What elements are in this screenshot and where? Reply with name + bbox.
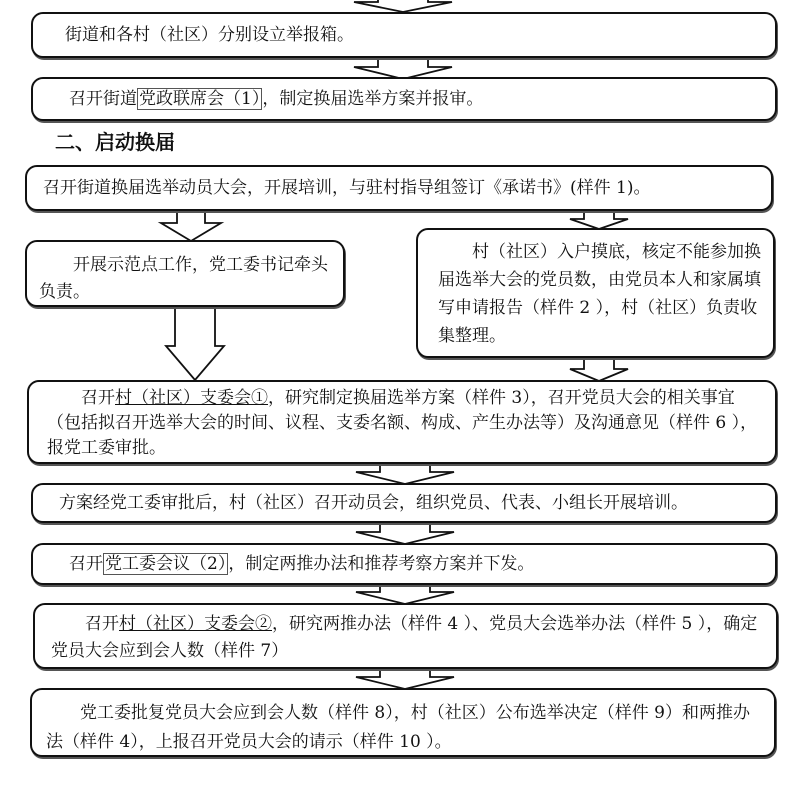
step-mobilization <box>25 165 773 211</box>
text-segment: 召开 <box>69 553 103 574</box>
underlined-term: 村（社区）支委会① <box>115 388 268 408</box>
text-segment: 召开 <box>85 614 119 634</box>
step-approval-training <box>31 483 777 523</box>
section-heading: 二、启动换届 <box>55 130 175 154</box>
step-approval-announcement <box>30 688 776 757</box>
down-arrow-icon <box>356 522 454 544</box>
down-arrow-icon <box>166 306 224 380</box>
step-text: 开展示范点工作，党工委书记牵头负责。 <box>39 255 328 302</box>
step-text: 村（社区）入户摸底，核定不能参加换届选举大会的党员数，由党员本人和家属填写申请报告（样件 2 ），村（社区）负责收集整理。 <box>438 242 761 346</box>
step-joint-meeting <box>31 77 777 121</box>
down-arrow-icon <box>570 210 628 229</box>
step-household-survey <box>416 228 775 358</box>
text-segment: ，制定换届选举方案并报审。 <box>262 88 484 109</box>
step-branch-meeting-2 <box>33 603 778 669</box>
text-segment: ，研究两推办法（样件 4 ）、党员大会选举办法（样件 5 ），确定党员大会应到会人数（样件 7） <box>51 614 758 661</box>
step-text <box>51 611 760 665</box>
down-arrow-icon <box>354 0 452 12</box>
step-report-box <box>31 12 777 58</box>
step-text: 街道和各村（社区）分别设立举报箱。 <box>65 24 354 45</box>
step-text <box>69 86 483 113</box>
boxed-term: 党工委会议（2） <box>105 553 227 574</box>
down-arrow-icon <box>161 210 221 241</box>
text-segment: ，研究制定换届选举方案（样件 3），召开党员大会的相关事宜（包括拟召开选举大会的时间、议程、支委名额、构成、产生办法等）及沟通意见（样件 6 ），报党工委审批。 <box>47 388 758 458</box>
step-branch-meeting-1 <box>27 380 777 464</box>
down-arrow-icon <box>356 584 454 604</box>
step-text <box>47 386 759 461</box>
boxed-term: 党政联席会（1） <box>139 88 261 109</box>
text-segment: 召开街道 <box>69 88 137 109</box>
underlined-term: 村（社区）支委会② <box>119 614 272 634</box>
down-arrow-icon <box>356 463 454 484</box>
down-arrow-icon <box>356 668 454 689</box>
text-segment: 召开 <box>81 388 115 408</box>
step-text: 方案经党工委审批后，村（社区）召开动员会，组织党员、代表、小组长开展培训。 <box>59 492 688 513</box>
down-arrow-icon <box>570 357 628 381</box>
step-text: 召开街道换届选举动员大会，开展培训，与驻村指导组签订《承诺书》(样件 1)。 <box>43 177 651 198</box>
step-party-committee-meeting <box>31 543 777 585</box>
step-demo-point <box>25 240 345 307</box>
down-arrow-icon <box>354 57 452 79</box>
text-segment: ，制定两推办法和推荐考察方案并下发。 <box>228 553 535 574</box>
step-text: 党工委批复党员大会应到会人数（样件 8），村（社区）公布选举决定（样件 9）和两推办法（样件 4），上报召开党员大会的请示（样件 10 ）。 <box>46 703 750 752</box>
step-text <box>69 551 534 578</box>
